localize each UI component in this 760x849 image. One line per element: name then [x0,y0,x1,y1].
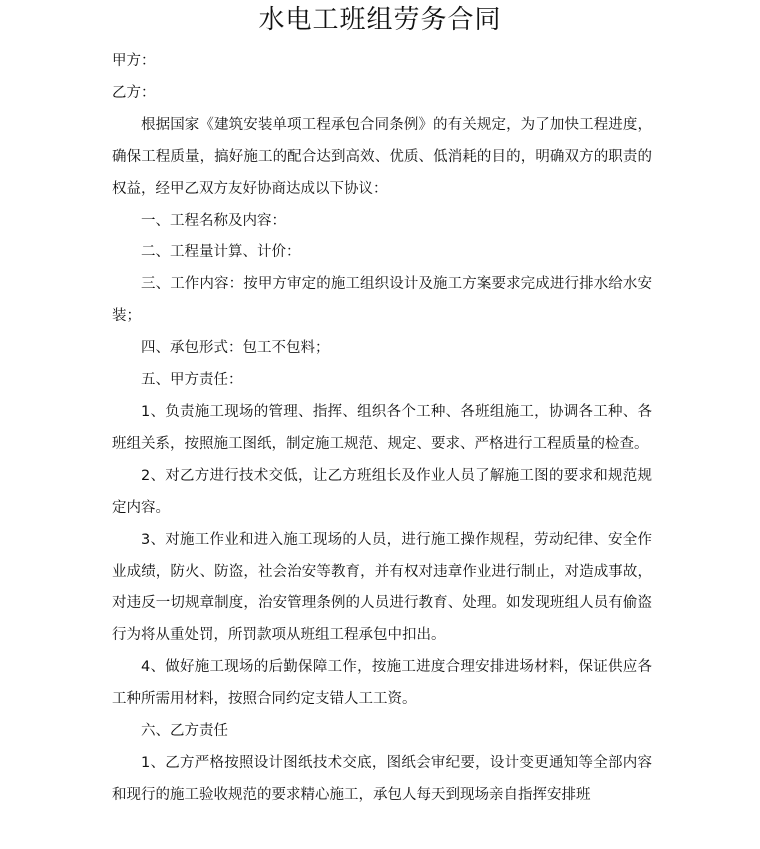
section-1-heading: 一、工程名称及内容： [141,212,286,229]
section-2-heading: 二、工程量计算、计价： [141,244,301,261]
party-a-duty-2: 2、对乙方进行技术交低，让乙方班组长及作业人员了解施工图的要求和规范规定内容。 [112,467,652,516]
section-3-paragraph: 三、工作内容：按甲方审定的施工组织设计及施工方案要求完成进行排水给水安装； [112,276,652,325]
contract-title: 水电工班组劳务合同 [258,5,502,35]
party-a-duty-3: 3、对施工作业和进入施工现场的人员，进行施工操作规程，劳动纪律、安全作业成绩，防火、防盗，社会治安等教育，并有权对违章作业进行制止，对造成事故，对违反一切规章制度，治安管理条例的人员进行教育、处理。如发现班组人员有偷盗行为将从重处罚，所罚款项从班组工程承包中扣出。 [112,531,652,644]
party-a-duty-4: 4、做好施工现场的后勤保障工作，按施工进度合理安排进场材料，保证供应各工种所需用材料，按照合同约定支错人工工资。 [112,659,652,708]
party-b-line: 乙方： [112,84,156,101]
contract-body [112,46,652,812]
preamble-paragraph: 根据国家《建筑安装单项工程承包合同条例》的有关规定，为了加快工程进度，确保工程质量，搞好施工的配合达到高效、优质、低消耗的目的，明确双方的职责的权益，经甲乙双方友好协商达成以下协议： [112,116,652,197]
party-b-duty-1: 1、乙方严格按照设计图纸技术交底，图纸会审纪要，设计变更通知等全部内容和现行的施工验收规范的要求精心施工，承包人每天到现场亲自指挥安排班 [112,754,652,803]
section-6-heading: 六、乙方责任 [141,723,228,740]
party-a-duty-1: 1、负责施工现场的管理、指挥、组织各个工种、各班组施工，协调各工种、各班组关系，按照施工图纸，制定施工规范、规定、要求、严格进行工程质量的检查。 [112,403,652,452]
section-4-paragraph: 四、承包形式：包工不包料； [141,340,330,357]
section-5-heading: 五、甲方责任： [141,372,243,389]
party-a-line: 甲方： [112,53,156,69]
